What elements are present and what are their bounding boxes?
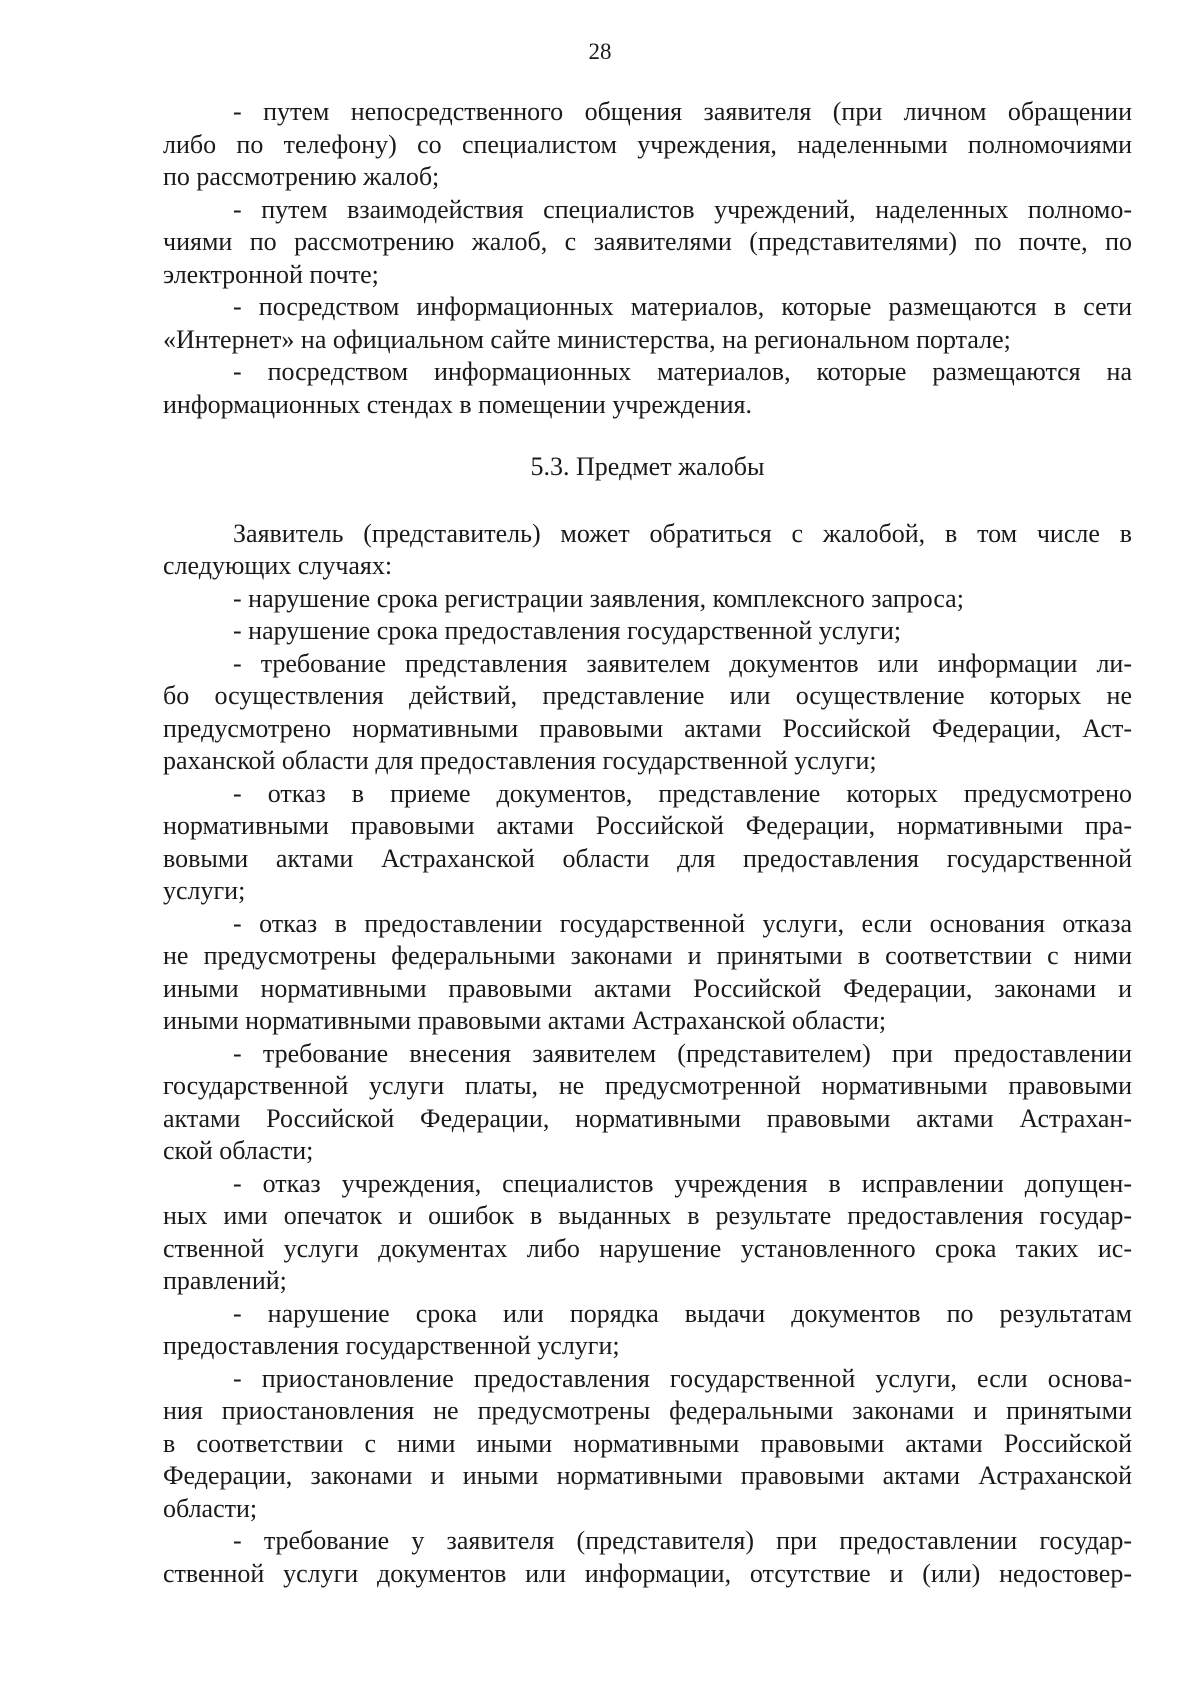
text-line: - требование внесения заявителем (представителем) при предоставлении	[233, 1038, 1132, 1068]
text-line: иными нормативными правовыми актами Российской Федерации, законами и	[163, 973, 1132, 1003]
text-line: чиями по рассмотрению жалоб, с заявителями (представителями) по почте, по	[163, 227, 1132, 256]
text-line: ственной услуги документах либо нарушение установленного срока таких ис-	[163, 1233, 1132, 1263]
text-line: - требование представления заявителем документов или информации ли-	[233, 648, 1132, 678]
text-line: - посредством информационных материалов, которые размещаются в сети	[233, 292, 1132, 321]
text-line: Заявитель (представитель) может обратиться с жалобой, в том числе в	[233, 518, 1132, 548]
page-number: 28	[588, 39, 612, 64]
text-line: по рассмотрению жалоб;	[163, 162, 440, 191]
text-line: «Интернет» на официальном сайте министерства, на региональном портале;	[163, 324, 1011, 354]
text-line: бо осуществления действий, представление или осуществление которых не	[163, 681, 1132, 710]
text-line: предусмотрено нормативными правовыми актами Российской Федерации, Аст-	[163, 713, 1132, 743]
text-line: либо по телефону) со специалистом учреждения, наделенными полномочиями	[163, 129, 1132, 159]
text-line: иными нормативными правовыми актами Астраханской области;	[163, 1006, 887, 1035]
text-line: нормативными правовыми актами Российской Федерации, нормативными пра-	[163, 811, 1132, 840]
paragraph-block-complaint-subject	[163, 518, 1132, 1591]
text-line: ской области;	[163, 1136, 314, 1165]
text-line: ных ими опечаток и ошибок в выданных в результате предоставления государ-	[163, 1201, 1132, 1230]
text-line: актами Российской Федерации, нормативными правовыми актами Астрахан-	[163, 1103, 1132, 1133]
text-line: раханской области для предоставления государственной услуги;	[163, 746, 877, 775]
text-line: не предусмотрены федеральными законами и принятыми в соответствии с ними	[163, 941, 1132, 970]
text-line: ния приостановления не предусмотрены федеральными законами и принятыми	[163, 1396, 1132, 1425]
text-line: в соответствии с ними иными нормативными правовыми актами Российской	[163, 1428, 1132, 1458]
text-line: - путем непосредственного общения заявителя (при личном обращении	[233, 97, 1132, 126]
section-heading: 5.3. Предмет жалобы	[530, 452, 765, 481]
text-line: - нарушение срока регистрации заявления, комплексного запроса;	[233, 583, 964, 613]
text-line: - отказ учреждения, специалистов учреждения в исправлении допущен-	[233, 1168, 1132, 1198]
text-line: услуги;	[163, 876, 246, 905]
text-line: - нарушение срока или порядка выдачи документов по результатам	[233, 1298, 1132, 1328]
document-body	[163, 96, 1132, 1590]
text-line: вовыми актами Астраханской области для предоставления государственной	[163, 843, 1132, 873]
text-line: области;	[163, 1493, 258, 1523]
text-line: - отказ в предоставлении государственной услуги, если основания отказа	[233, 908, 1132, 938]
text-line: ственной услуги документов или информации, отсутствие и (или) недостовер-	[163, 1558, 1132, 1588]
text-line: информационных стендах в помещении учреждения.	[163, 389, 752, 419]
text-line: государственной услуги платы, не предусмотренной нормативными правовыми	[163, 1071, 1132, 1100]
text-line: следующих случаях:	[163, 551, 393, 580]
text-line: - приостановление предоставления государственной услуги, если основа-	[233, 1363, 1132, 1393]
text-line: - нарушение срока предоставления государственной услуги;	[233, 616, 902, 645]
text-line: - путем взаимодействия специалистов учреждений, наделенных полномо-	[233, 194, 1132, 224]
text-line: - посредством информационных материалов, которые размещаются на	[233, 357, 1132, 386]
text-line: электронной почте;	[163, 259, 379, 289]
text-line: правлений;	[163, 1266, 287, 1295]
text-line: - требование у заявителя (представителя) при предоставлении государ-	[233, 1526, 1132, 1555]
paragraph-block-communication-methods	[163, 96, 1132, 421]
text-line: - отказ в приеме документов, представление которых предусмотрено	[233, 778, 1132, 808]
text-line: Федерации, законами и иными нормативными правовыми актами Астраханской	[163, 1461, 1132, 1490]
text-line: предоставления государственной услуги;	[163, 1331, 620, 1360]
